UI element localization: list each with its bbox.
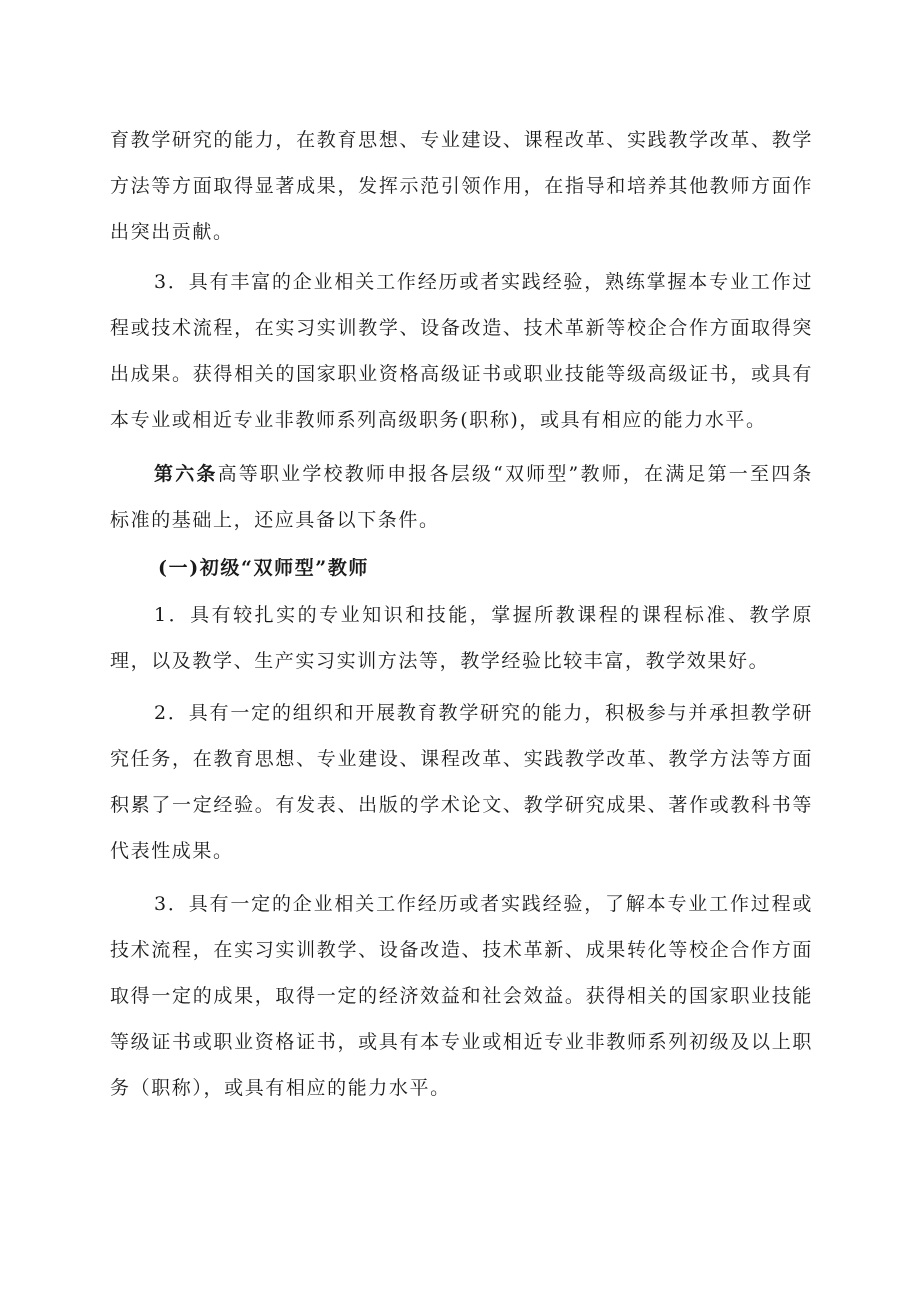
- article-text: 高等职业学校教师申报各层级“双师型”教师，在满足第一至四条标准的基础上，还应具备以下条件。: [110, 463, 813, 531]
- paragraph-continuation: 育教学研究的能力，在教育思想、专业建设、课程改革、实践教学改革、教学方法等方面取得显著成果，发挥示范引领作用，在指导和培养其他教师方面作出突出贡献。: [110, 129, 813, 243]
- paragraph-article-6: [110, 451, 813, 543]
- paragraph-item-2: 2．具有一定的组织和开展教育教学研究的能力，积极参与并承担教学研究任务，在教育思想、专业建设、课程改革、实践教学改革、教学方法等方面积累了一定经验。有发表、出版的学术论文、教学研究成果、著作或教科书等代表性成果。: [110, 702, 813, 862]
- paragraph-item-1: 1．具有较扎实的专业知识和技能，掌握所教课程的课程标准、教学原理，以及教学、生产实习实训方法等，教学经验比较丰富，教学效果好。: [110, 604, 813, 672]
- article-label: 第六条: [154, 463, 218, 485]
- section-heading-junior: (一)初级“双师型”教师: [158, 557, 370, 579]
- paragraph-item-3-junior: 3．具有一定的企业相关工作经历或者实践经验，了解本专业工作过程或技术流程，在实习实训教学、设备改造、技术革新、成果转化等校企合作方面取得一定的成果，取得一定的经济效益和社会效益。获得相关的国家职业技能等级证书或职业资格证书，或具有本专业或相近专业非教师系列初级及以上职务（职称），或具有相应的能力水平。: [110, 893, 813, 1099]
- paragraph-item-3-senior: 3．具有丰富的企业相关工作经历或者实践经验，熟练掌握本专业工作过程或技术流程，在实习实训教学、设备改造、技术革新等校企合作方面取得突出成果。获得相关的国家职业资格高级证书或职业技能等级高级证书，或具有本专业或相近专业非教师系列高级职务(职称)，或具有相应的能力水平。: [110, 271, 813, 431]
